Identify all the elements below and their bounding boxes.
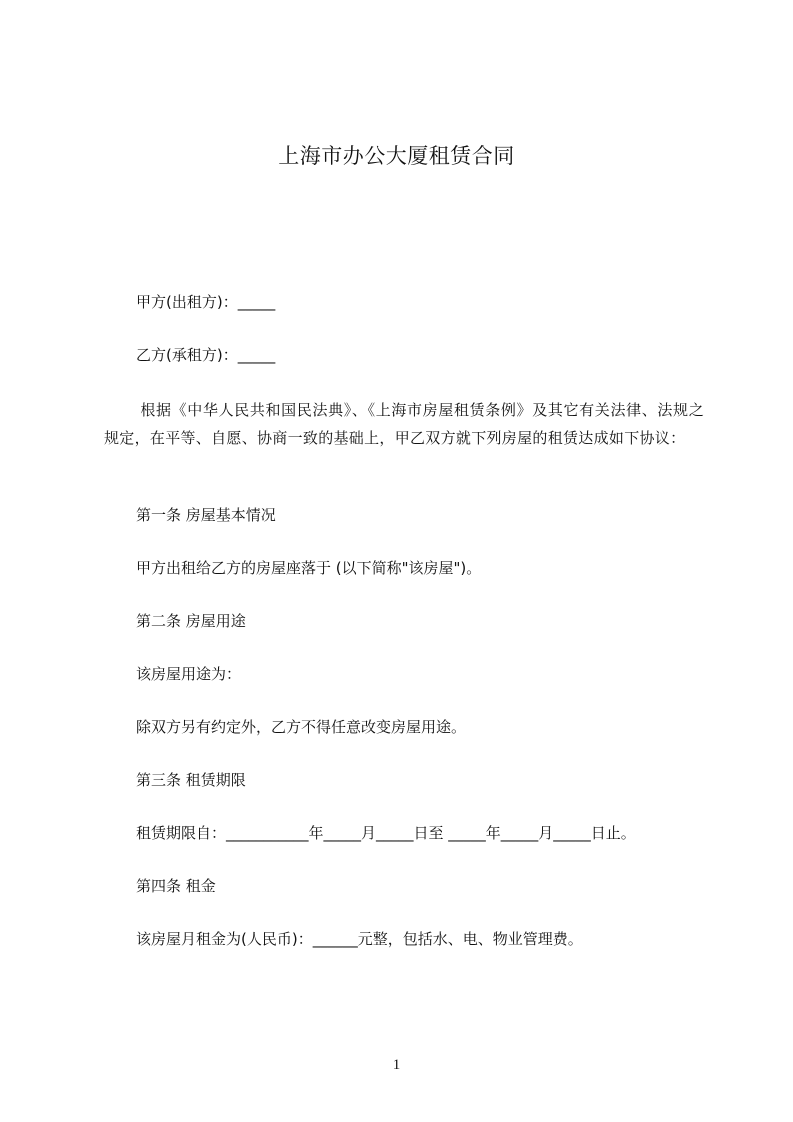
party-a-line: 甲方(出租方)：_____: [136, 293, 276, 311]
article-3-text: 租赁期限自：___________年_____月_____日至 _____年_____月_____日止。: [136, 824, 636, 842]
document-title: 上海市办公大厦租赁合同: [278, 144, 515, 168]
page-number: 1: [392, 1057, 401, 1073]
article-4-heading: 第四条 租金: [136, 877, 216, 895]
article-2-text-usage: 该房屋用途为：: [136, 665, 242, 683]
party-b-line: 乙方(承租方)：_____: [136, 346, 276, 364]
article-1-heading: 第一条 房屋基本情况: [136, 506, 276, 524]
article-2-heading: 第二条 房屋用途: [136, 612, 246, 630]
article-1-text: 甲方出租给乙方的房屋座落于 (以下简称"该房屋")。: [136, 559, 482, 577]
article-4-text: 该房屋月租金为(人民币)：______元整，包括水、电、物业管理费。: [136, 930, 583, 948]
article-3-heading: 第三条 租赁期限: [136, 771, 246, 789]
article-2-text-restriction: 除双方另有约定外，乙方不得任意改变房屋用途。: [136, 718, 467, 736]
preamble-paragraph: [104, 396, 704, 452]
preamble-text: 根据《中华人民共和国民法典》、《上海市房屋租赁条例》及其它有关法律、法规之规定，在平等、自愿、协商一致的基础上，甲乙双方就下列房屋的租赁达成如下协议：: [104, 401, 704, 447]
